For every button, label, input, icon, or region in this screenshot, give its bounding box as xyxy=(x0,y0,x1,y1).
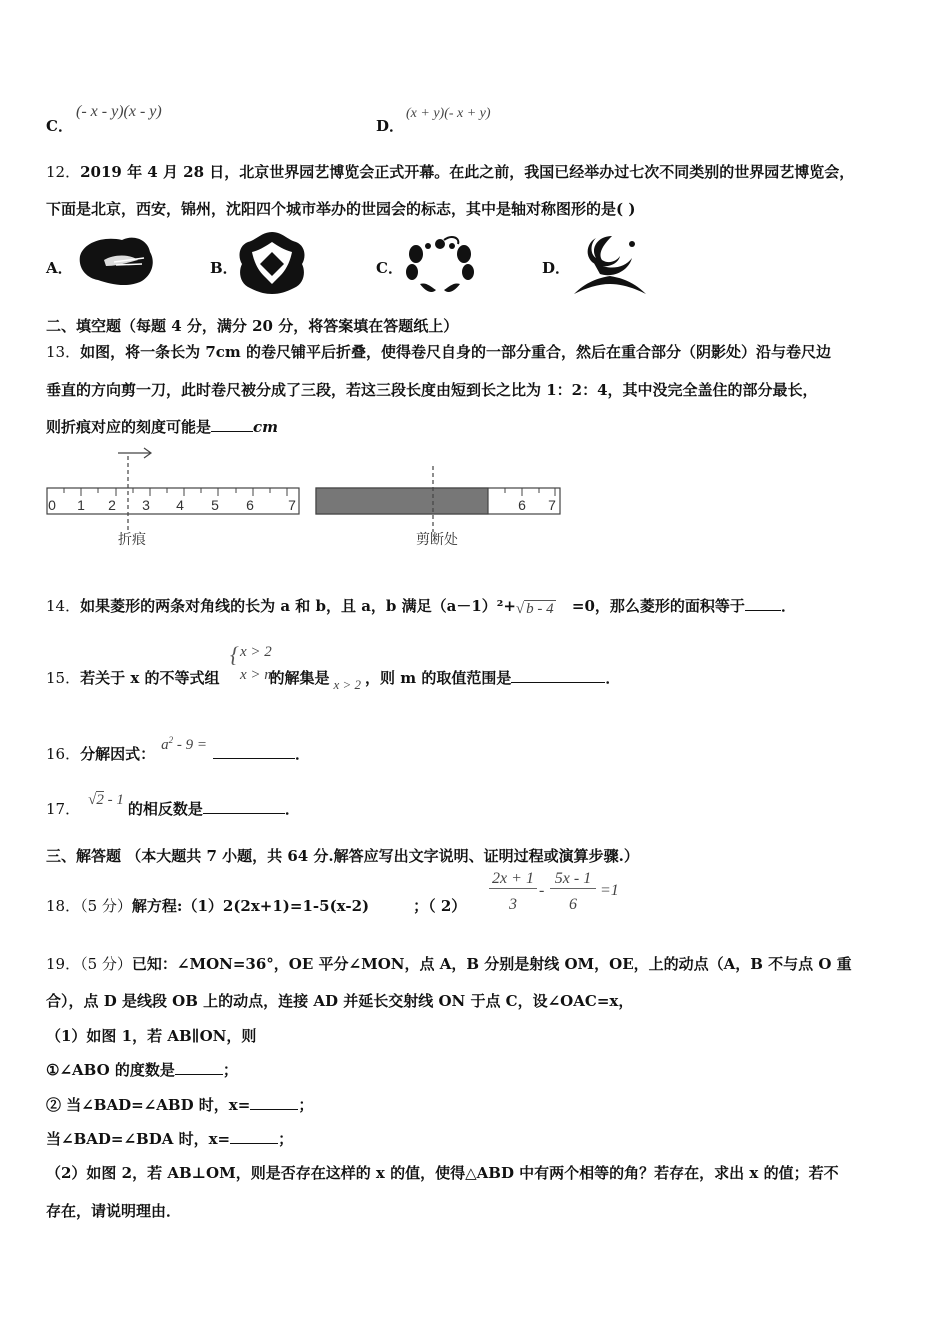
question-13-line1: 13．如图，将一条长为 7cm 的卷尺铺平后折叠，使得卷尺自身的一部分重合，然后在重合部分（阴影处）沿与卷尺边 xyxy=(46,343,831,361)
question-18: 18．（5 分）解方程:（1）2(2x+1)=1-5(x-2) ；（ 2） xyxy=(46,897,467,915)
question-19-item2: ② 当∠BAD=∠ABD 时，x= ； xyxy=(46,1096,314,1114)
question-19-part2: （2）如图 2，若 AB⊥OM，则是否存在这样的 x 的值，使得△ABD 中有两个相等的角？若存在，求出 x 的值；若不 xyxy=(46,1164,839,1182)
sqrt-expression: √2 - 1 xyxy=(88,792,124,808)
question-14-number: 14． xyxy=(46,597,81,615)
question-12-line1: 12．2019 年 4 月 28 日，北京世界园艺博览会正式开幕。在此之前，我国已经举办过七次不同类别的世界园艺博览会， xyxy=(46,163,855,181)
question-12-number: 12． xyxy=(46,163,81,181)
ruler-tick-label: 0 xyxy=(48,497,56,513)
answer-blank[interactable] xyxy=(745,596,781,611)
solution-set: x > 2 xyxy=(333,677,362,692)
option-d-label: D． xyxy=(376,117,405,135)
fold-label: 折痕 xyxy=(118,531,146,547)
system-inequality-1: x > 2 xyxy=(240,644,272,660)
ruler-tick-label: 2 xyxy=(108,497,116,513)
ruler-tick-label: 6 xyxy=(246,497,254,513)
system-inequality-2: x > m xyxy=(240,667,276,683)
question-19-line2: 合），点 D 是线段 OB 上的动点，连接 AD 并延长交射线 ON 于点 C，设∠OAC=x， xyxy=(46,992,634,1010)
q12-option-b-label: B． xyxy=(210,259,238,277)
question-17: 17． √2 - 1 的相反数是 ． xyxy=(46,792,300,818)
fraction-2-denominator: 6 xyxy=(569,896,577,913)
ruler-tick-label: 3 xyxy=(142,497,150,513)
question-19-part1: （1）如图 1，若 AB∥ON，则 xyxy=(46,1027,257,1045)
ruler-tick-label: 7 xyxy=(548,497,556,513)
question-19-line1: 19．（5 分）已知：∠MON=36°，OE 平分∠MON，点 A，B 分别是射线 OM，OE，上的动点（A，B 不与点 O 重 xyxy=(46,955,852,973)
question-19-item1: ①∠ABO 的度数是 ； xyxy=(46,1061,238,1079)
fraction-1-denominator: 3 xyxy=(509,896,517,913)
ruler-tick-label: 7 xyxy=(288,497,296,513)
answer-blank[interactable] xyxy=(511,668,605,683)
question-12-line2: 下面是北京，西安，锦州，沈阳四个城市举办的世园会的标志，其中是轴对称图形的是( ) xyxy=(46,200,636,218)
factor-expression: $a^2 - 9$ = xyxy=(161,735,207,753)
answer-blank[interactable] xyxy=(213,744,295,759)
question-15-number: 15． xyxy=(46,669,81,687)
fraction-1-numerator: 2x + 1 xyxy=(489,870,537,889)
overlap-shaded xyxy=(316,488,488,514)
q12-option-d-label: D． xyxy=(542,259,571,277)
answer-blank[interactable] xyxy=(203,799,285,814)
ruler-tick-label: 6 xyxy=(518,497,526,513)
answer-blank[interactable] xyxy=(250,1095,298,1110)
answer-blank[interactable] xyxy=(175,1060,223,1075)
question-17-number: 17． xyxy=(46,800,81,818)
question-16-number: 16． xyxy=(46,745,81,763)
question-13-number: 13． xyxy=(46,343,81,361)
question-13-line3: 则折痕对应的刻度可能是 cm xyxy=(46,418,279,436)
q12-option-c-label: C． xyxy=(376,259,403,277)
tape-measure-figure xyxy=(40,440,580,552)
question-19-part2-end: 存在，请说明理由． xyxy=(46,1202,182,1220)
beijing-logo-image xyxy=(74,232,156,290)
fraction-2-numerator: 5x - 1 xyxy=(550,870,596,889)
answer-blank[interactable] xyxy=(211,417,253,432)
cut-label: 剪断处 xyxy=(416,531,458,547)
option-d-expression: (x + y)(- x + y) xyxy=(406,106,491,121)
question-18-number: 18． xyxy=(46,897,81,915)
q12-option-a-label: A． xyxy=(46,259,73,277)
question-19-number: 19． xyxy=(46,955,81,973)
question-14: 14．如果菱形的两条对角线的长为 a 和 b，且 a，b 满足（a－1）²+ √ b - 4 =0，那么菱形的面积等于 ． xyxy=(46,597,796,617)
equals-one: =1 xyxy=(600,882,619,899)
ruler-tick-label: 4 xyxy=(176,497,184,513)
ruler-tick-label: 5 xyxy=(211,497,219,513)
jinzhou-logo-image xyxy=(400,232,480,298)
option-c-label: C． xyxy=(46,117,73,135)
shenyang-logo-image xyxy=(568,232,652,298)
answer-blank[interactable] xyxy=(230,1129,278,1144)
section-2-heading: 二、填空题（每题 4 分，满分 20 分，将答案填在答题纸上） xyxy=(46,317,459,335)
system-brace: { xyxy=(230,642,239,667)
sqrt-radicand: b - 4 xyxy=(526,601,554,617)
question-13-line2: 垂直的方向剪一刀，此时卷尺被分成了三段，若这三段长度由短到长之比为 1：2：4，其中没完全盖住的部分最长， xyxy=(46,381,818,399)
minus-sign: - xyxy=(539,882,545,899)
section-3-heading: 三、解答题 （本大题共 7 小题，共 64 分.解答应写出文字说明、证明过程或演算步骤.） xyxy=(46,847,639,865)
xian-logo-image xyxy=(236,230,308,296)
ruler-tick-label: 1 xyxy=(77,497,85,513)
question-15: 15．若关于 x 的不等式组 的解集是 x > 2 ，则 m 的取值范围是 ． xyxy=(46,669,621,692)
question-19-item3: 当∠BAD=∠BDA 时，x= ； xyxy=(46,1130,294,1148)
option-c-expression: (- x - y)(x - y) xyxy=(76,103,162,120)
question-16: 16．分解因式： $a^2 - 9$ = ． xyxy=(46,735,310,763)
